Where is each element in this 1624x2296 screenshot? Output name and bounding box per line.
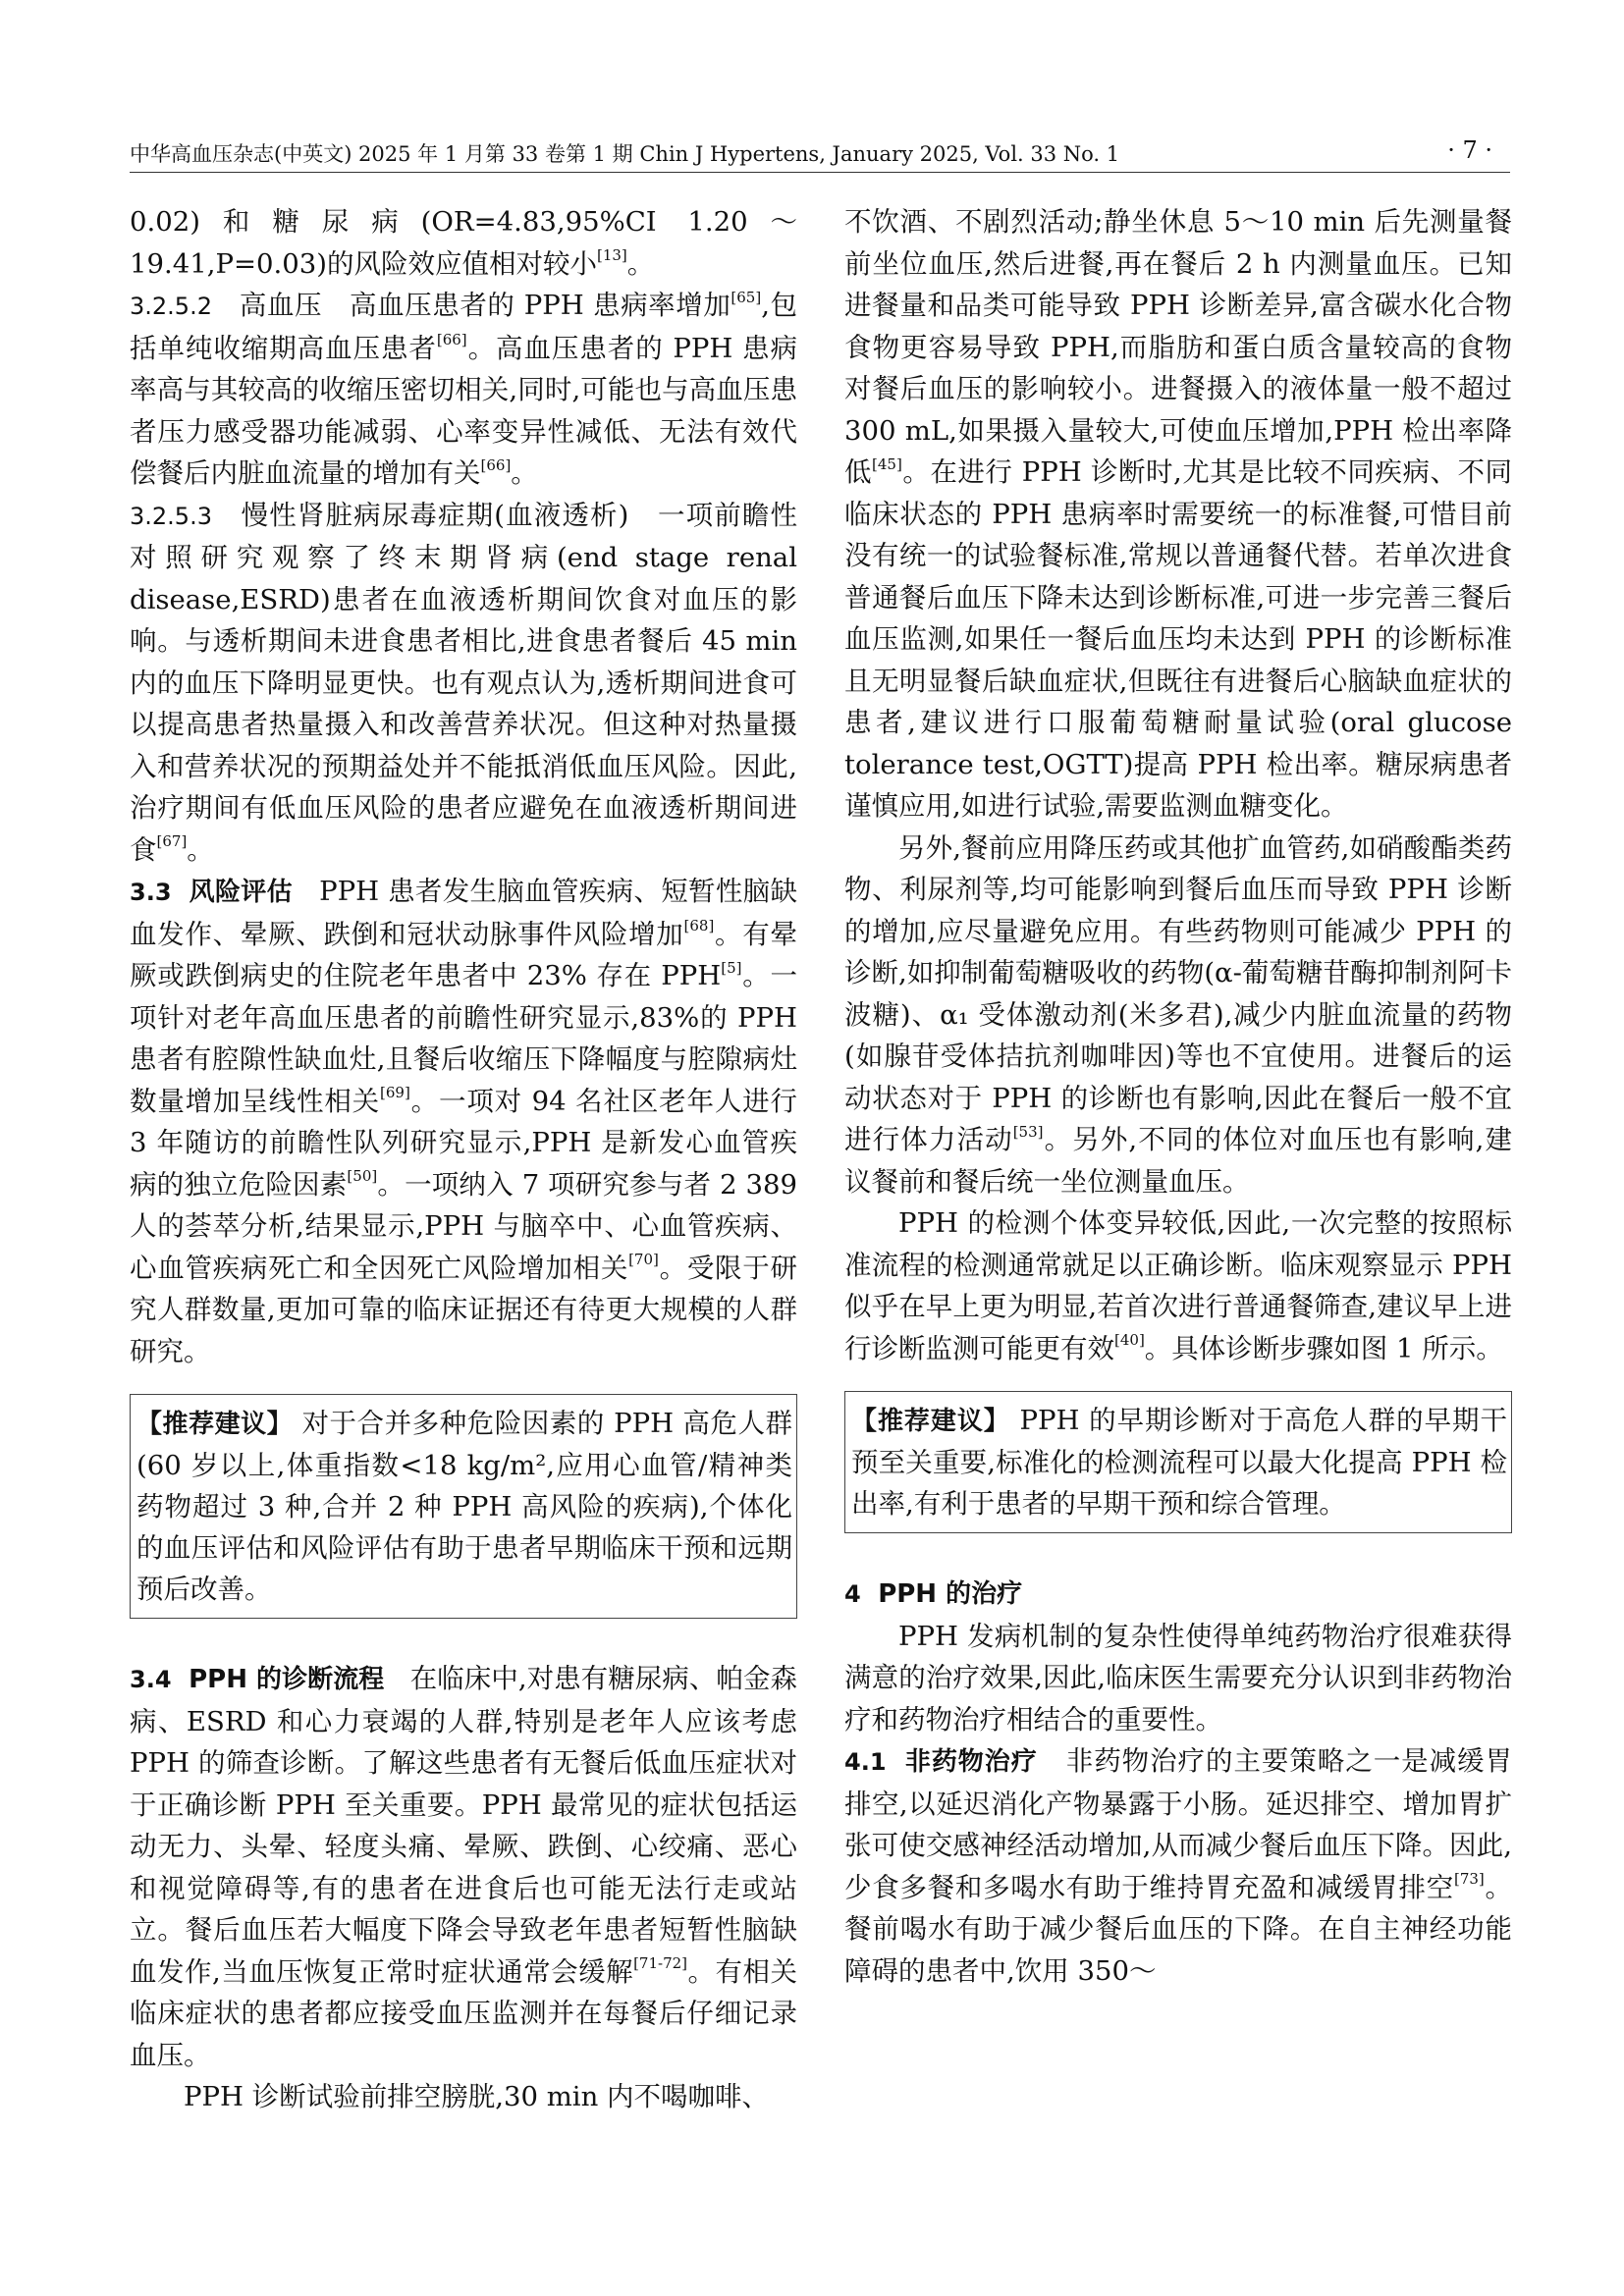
paragraph: PPH 发病机制的复杂性使得单纯药物治疗很难获得满意的治疗效果,因此,临床医生需要充分认识到非药物治疗和药物治疗相结合的重要性。 xyxy=(844,1620,1512,1735)
section-3-4: 3.4 PPH 的诊断流程 在临床中,对患有糖尿病、帕金森病、ESRD 和心力衰竭的人群,特别是老年人应该考虑 PPH 的筛查诊断。了解这些患者有无餐后低血压症状对于正确诊断 PPH 至关重要。PPH 最常见的症状包括运动无力、头晕、轻度头痛、晕厥、跌倒、心绞痛、恶心和视觉障碍等,有的患者在进食后也可能无法行走或站立。餐后血压若大幅度下降会导致老年患者短暂性脑缺血发作,当血压恢复正常时症状通常会缓解[71-72]。有相关临床症状的患者都应接受血压监测并在每餐后仔细记录血压。 xyxy=(130,1663,797,2071)
section-number: 4.1 xyxy=(844,1748,887,1776)
left-column xyxy=(130,201,797,2118)
paragraph: 0.02)和糖尿病(OR=4.83,95%CI 1.20～19.41,P=0.03)的风险效应值相对较小[13]。 xyxy=(130,206,797,280)
section-title: 非药物治疗 xyxy=(904,1747,1038,1777)
paragraph: 另外,餐前应用降压药或其他扩血管药,如硝酸酯类药物、利尿剂等,均可能影响到餐后血压而导致 PPH 诊断的增加,应尽量避免应用。有些药物则可能减少 PPH 的诊断,如抑制葡萄糖吸收的药物(α-葡萄糖苷酶抑制剂阿卡波糖)、α₁ 受体激动剂(米多君),减少内脏血流量的药物(如腺苷受体拮抗剂咖啡因)等也不宜使用。进餐后的运动状态对于 PPH 的诊断也有影响,因此在餐后一般不宜进行体力活动[53]。另外,不同的体位对血压也有影响,建议餐前和餐后统一坐位测量血压。 xyxy=(844,831,1513,1198)
section-title: PPH 的诊断流程 xyxy=(189,1665,385,1694)
section-number: 3.3 xyxy=(130,879,172,906)
section-title: 风险评估 xyxy=(189,878,293,907)
citation[interactable]: [45] xyxy=(872,454,902,473)
citation[interactable]: [65] xyxy=(731,288,762,306)
recommendation-label: 【推荐建议】 xyxy=(851,1407,1010,1436)
citation[interactable]: [71-72] xyxy=(633,1954,688,1973)
citation[interactable]: [66] xyxy=(436,331,467,349)
citation[interactable]: [50] xyxy=(347,1167,378,1186)
citation[interactable]: [53] xyxy=(1012,1122,1044,1141)
citation[interactable]: [5] xyxy=(721,958,742,977)
paragraph: 不饮酒、不剧烈活动;静坐休息 5～10 min 后先测量餐前坐位血压,然后进餐,再在餐后 2 h 内测量血压。已知进餐量和品类可能导致 PPH 诊断差异,富含碳水化合物食物更容易导致 PPH,而脂肪和蛋白质含量较高的食物对餐后血压的影响较小。进餐摄入的液体量一般不超过 300 mL,如果摄入量较大,可使血压增加,PPH 检出率降低[45]。在进行 PPH 诊断时,尤其是比较不同疾病、不同临床状态的 PPH 患病率时需要统一的标准餐,可惜目前没有统一的试验餐标准,常规以普通餐代替。若单次进食普通餐后血压下降未达到诊断标准,可进一步完善三餐后血压监测,如果任一餐后血压均未达到 PPH 的诊断标准且无明显餐后缺血症状,但既往有进餐后心脑缺血症状的患者,建议进行口服葡萄糖耐量试验(oral glucose tolerance test,OGTT)提高 PPH 检出率。糖尿病患者谨慎应用,如进行试验,需要监测血糖变化。 xyxy=(844,206,1513,822)
section-number: 4 xyxy=(844,1580,861,1608)
citation[interactable]: [69] xyxy=(380,1084,410,1102)
citation[interactable]: [73] xyxy=(1453,1870,1485,1889)
section-number: 3.4 xyxy=(130,1666,172,1693)
section-3-2-5-2: 3.2.5.2 高血压 高血压患者的 PPH 患病率增加[65],包括单纯收缩期高血压患者[66]。高血压患者的 PPH 患病率高与其较高的收缩压密切相关,同时,可能也与高血压患者压力感受器功能减弱、心率变异性减低、无法有效代偿餐后内脏血流量的增加有关[66]。 xyxy=(130,288,797,489)
section-title: 慢性肾脏病尿毒症期(血液透析) xyxy=(241,499,629,531)
citation[interactable]: [13] xyxy=(596,246,627,265)
section-3-3: 3.3 风险评估 PPH 患者发生脑血管疾病、短暂性脑缺血发作、晕厥、跌倒和冠状动脉事件风险增加[68]。有晕厥或跌倒病史的住院老年患者中 23% 存在 PPH[5]。一项针对老年高血压患者的前瞻性研究显示,83%的 PPH 患者有腔隙性缺血灶,且餐后收缩压下降幅度与腔隙病灶数量增加呈线性相关[69]。一项对 94 名社区老年人进行 3 年随访的前瞻性队列研究显示,PPH 是新发心血管疾病的独立危险因素[50]。一项纳入 7 项研究参与者 2 389 人的荟萃分析,结果显示,PPH 与脑卒中、心血管疾病、心血管疾病死亡和全因死亡风险增加相关[70]。受限于研究人群数量,更加可靠的临床证据还有待更大规模的人群研究。 xyxy=(130,876,798,1367)
section-title: 高血压 xyxy=(239,290,323,321)
right-column xyxy=(844,201,1512,1992)
running-header xyxy=(130,133,1510,173)
citation[interactable]: [68] xyxy=(683,917,715,935)
paragraph: PPH 的检测个体变异较低,因此,一次完整的按照标准流程的检测通常就足以正确诊断。临床观察显示 PPH 似乎在早上更为明显,若首次进行普通餐筛查,建议早上进行诊断监测可能更有效[40]。具体诊断步骤如图 1 所示。 xyxy=(844,1207,1512,1364)
section-title: PPH 的治疗 xyxy=(878,1579,1023,1609)
section-4-1: 4.1 非药物治疗 非药物治疗的主要策略之一是减缓胃排空,以延迟消化产物暴露于小肠。延迟排空、增加胃扩张可使交感神经活动增加,从而减少餐后血压下降。因此,少食多餐和多喝水有助于维持胃充盈和减缓胃排空[73]。餐前喝水有助于减少餐后血压的下降。在自主神经功能障碍的患者中,饮用 350～ xyxy=(844,1745,1513,1987)
recommendation-box xyxy=(844,1391,1512,1533)
journal-citation: 中华高血压杂志(中英文) 2025 年 1 月第 33 卷第 1 期 Chin J Hypertens, January 2025, Vol. 33 No. 1 xyxy=(130,142,1120,166)
section-number: 3.2.5.3 xyxy=(130,502,212,530)
section-4-heading xyxy=(844,1573,1512,1616)
citation[interactable]: [66] xyxy=(480,455,512,474)
paragraph: PPH 诊断试验前排空膀胱,30 min 内不喝咖啡、 xyxy=(184,2081,770,2112)
page-number: · 7 · xyxy=(1447,136,1492,164)
citation[interactable]: [67] xyxy=(156,832,188,851)
citation[interactable]: [70] xyxy=(628,1251,659,1269)
section-3-2-5-3: 3.2.5.3 慢性肾脏病尿毒症期(血液透析) 一项前瞻性对照研究观察了终末期肾病(end stage renal disease,ESRD)患者在血液透析期间饮食对血压的影响。与透析期间未进食患者相比,进食患者餐后 45 min 内的血压下降明显更快。也有观点认为,透析期间进食可以提高患者热量摄入和改善营养状况。但这种对热量摄入和营养状况的预期益处并不能抵消低血压风险。因此,治疗期间有低血压风险的患者应避免在血液透析期间进食[67]。 xyxy=(130,499,797,866)
citation[interactable]: [40] xyxy=(1114,1331,1145,1350)
recommendation-box xyxy=(130,1394,797,1619)
section-number: 3.2.5.2 xyxy=(130,293,212,320)
recommendation-text: PPH 的早期诊断对于高危人群的早期干预至关重要,标准化的检测流程可以最大化提高 PPH 检出率,有利于患者的早期干预和综合管理。 xyxy=(851,1405,1507,1520)
recommendation-label: 【推荐建议】 xyxy=(136,1410,294,1439)
recommendation-text: 对于合并多种危险因素的 PPH 高危人群(60 岁以上,体重指数<18 kg/m²,应用心血管/精神类药物超过 3 种,合并 2 种 PPH 高风险的疾病),个体化的血压评估和风险评估有助于患者早期临床干预和远期预后改善。 xyxy=(136,1408,792,1605)
